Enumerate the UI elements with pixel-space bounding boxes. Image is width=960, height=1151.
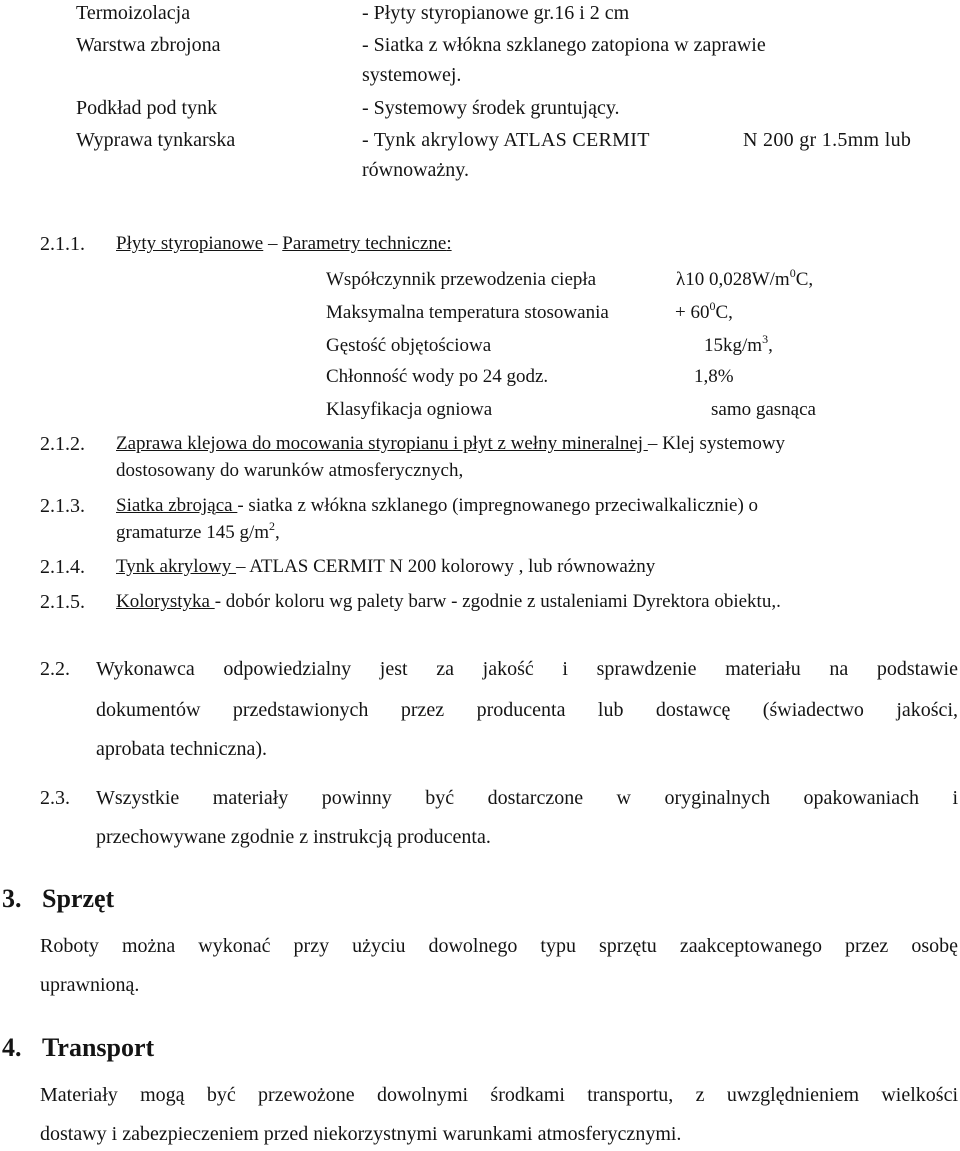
paragraph-line: przechowywane zgodnie z instrukcją producenta. — [96, 826, 491, 848]
section-line: dostosowany do warunków atmosferycznych, — [116, 460, 464, 481]
param-value: $15kg/m^3$, — [704, 332, 773, 356]
section-title: Płyty styropianowe — [116, 233, 264, 254]
section-number: 2.3. — [40, 787, 70, 809]
section-number: 2.1.5. — [40, 591, 85, 613]
layer-value-cont: równoważny. — [362, 159, 470, 181]
layer-value-right: N 200 gr 1.5mm lub — [743, 129, 912, 151]
param-value: λ10 $0,028W/m^0C$, — [676, 266, 814, 290]
paragraph-line: dostawy i zabezpieczeniem przed niekorzystnymi warunkami atmosferycznymi. — [40, 1123, 682, 1145]
paragraph-line: Wszystkie materiały powinny być dostarczone w oryginalnych opakowaniach i — [96, 787, 958, 809]
layer-value: - Siatka z włókna szklanego zatopiona w zaprawie — [362, 34, 766, 56]
layer-value: - Systemowy środek gruntujący. — [362, 97, 620, 119]
layer-label: Termoizolacja — [76, 2, 191, 24]
heading-number: 4. — [2, 1033, 22, 1062]
section-title: Tynk akrylowy — [116, 556, 237, 577]
section-line: Zaprawa klejowa do mocowania styropianu i płyt z wełny mineralnej – Klej systemowy — [116, 433, 786, 454]
layer-label: Warstwa zbrojona — [76, 34, 221, 56]
layer-value-cont: systemowej. — [362, 64, 462, 86]
paragraph-line: uprawnioną. — [40, 974, 140, 996]
paragraph-line: aprobata techniczna). — [96, 738, 268, 760]
heading-title: Sprzęt — [42, 884, 115, 913]
param-name: Klasyfikacja ogniowa — [326, 399, 493, 420]
params-colon: : — [446, 233, 452, 254]
section-title-line — [116, 233, 452, 255]
param-name: Maksymalna temperatura stosowania — [326, 302, 609, 323]
heading-title: Transport — [42, 1033, 155, 1062]
param-value: 1,8% — [694, 366, 734, 387]
section-number: 2.1.4. — [40, 556, 85, 578]
section-line: Tynk akrylowy – ATLAS CERMIT N 200 kolorowy , lub równoważny — [116, 556, 656, 577]
section-number: 2.1.1. — [40, 233, 85, 255]
section-number: 2.2. — [40, 658, 70, 680]
param-name: Chłonność wody po 24 godz. — [326, 366, 549, 387]
params-label: Parametry techniczne — [282, 233, 447, 254]
layer-label: Podkład pod tynk — [76, 97, 218, 119]
param-value: + $60^0C$, — [675, 299, 733, 323]
section-number: 2.1.2. — [40, 433, 85, 455]
section-title: Siatka zbrojąca — [116, 495, 238, 516]
param-name: Gęstość objętościowa — [326, 335, 492, 356]
separator: – — [263, 233, 283, 254]
section-title: Zaprawa klejowa do mocowania styropianu i płyt z wełny mineralnej — [116, 433, 648, 454]
section-line: Siatka zbrojąca - siatka z włókna szklanego (impregnowanego przeciwalkalicznie) o — [116, 495, 759, 516]
section-line: gramaturze 145 $g/m^2$, — [116, 519, 280, 543]
section-number: 2.1.3. — [40, 495, 85, 517]
param-name: Współczynnik przewodzenia ciepła — [326, 269, 597, 290]
layer-value: - Tynk akrylowy ATLAS CERMIT — [362, 129, 650, 151]
layer-value: - Płyty styropianowe gr.16 i 2 cm — [362, 2, 630, 24]
heading-number: 3. — [2, 884, 22, 913]
paragraph-line: Roboty można wykonać przy użyciu dowolnego typu sprzętu zaakceptowanego przez osobę — [40, 935, 958, 957]
paragraph-line: Materiały mogą być przewożone dowolnymi środkami transportu, z uwzględnieniem wielkości — [40, 1084, 958, 1106]
section-title: Kolorystyka — [116, 591, 215, 612]
layer-label: Wyprawa tynkarska — [76, 129, 236, 151]
paragraph-line: Wykonawca odpowiedzialny jest za jakość i sprawdzenie materiału na podstawie — [96, 658, 958, 680]
param-value: samo gasnąca — [711, 399, 816, 420]
paragraph-line: dokumentów przedstawionych przez producenta lub dostawcę (świadectwo jakości, — [96, 699, 958, 721]
section-line: Kolorystyka - dobór koloru wg palety barw - zgodnie z ustaleniami Dyrektora obiektu,. — [116, 591, 781, 612]
